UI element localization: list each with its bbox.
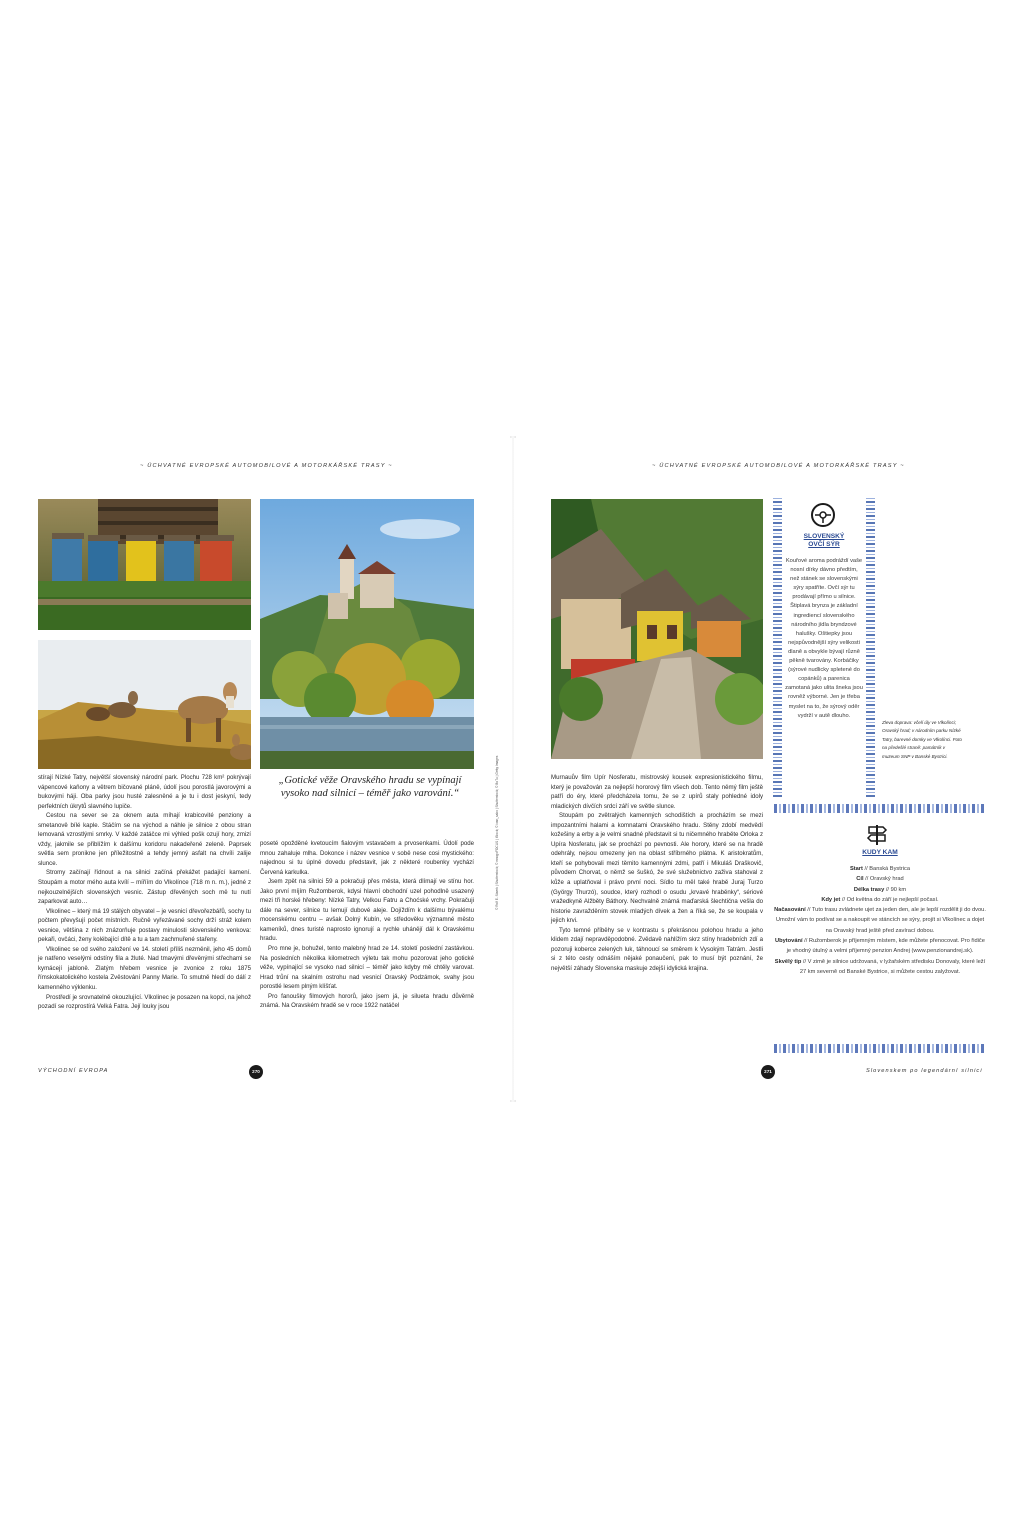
photo-chamois [38,640,251,769]
folk-ornament-border-left [773,497,782,797]
signpost-icon [866,823,888,845]
route-info-box [774,823,986,977]
route-line-label: Cíl [856,876,864,883]
folk-ornament-divider-top [774,804,986,813]
sidebar-title-line1: SLOVENSKÝ [803,533,845,540]
route-line [774,874,986,884]
route-line [774,895,986,905]
route-line-label: Skvělý tip [774,958,802,965]
footer-section-title: VÝCHODNÍ EVROPA [38,1068,109,1074]
route-line-label: Start [849,866,863,872]
route-line [774,885,986,895]
folk-ornament-divider-bottom [774,1044,986,1053]
sidebar-sheep-cheese [773,497,875,797]
text-column-1 [38,773,251,1012]
running-head-left: ~ ÚCHVATNÉ EVROPSKÉ AUTOMOBILOVÉ A MOTORKÁŘSKÉ TRASY ~ [140,463,393,469]
paragraph: Stoupám po zvětralých kamenných schodištích a procházím se mezi impozantními halami a komnatami Oravského hradu. Stěny zdobí medvědí kožešiny a erby a je velmi snadné představit si tu ničemného hraběte Orloka z Upíra Nosferatu, jak se prochází po pevnosti. Ale horory, které se na hradě odehrály, nejsou omezeny jen na oblast stříbrného plátna. K aristokratům, kteří se pohybovali mezi těmito kamennými zdmi, patří i Mikuláš Draškovič, původem Chorvat, o němž se šuškó, že své služebnictvo zaživa stahoval z kůže a uplatňoval i právo první noci. Sídlo tu měl také hrabě Juraj Turzo (György Thurzó), soudce, který rozhodl o osudu „krvavé hraběnky“, sériové vražedkyně Alžběty Báthory. Nechvalně známá maďarská šlechtična vešla do historie zavražděním stovek mladých dívek a žen a říká se, že se koupala v jejich krvi. [551,812,763,925]
sidebar-inner [785,497,863,721]
route-line-label: Délka trasy [853,886,885,893]
route-line [774,864,986,874]
paragraph: poseté opožděné kvetoucím fialovým vstavačem a prvosenkami. Údolí pode mnou zahaluje mlha. Dokonce i název vesnice v sobě nese cosi mystického: najednou si tu úplně dovedu představit, jak z některé roubenky vychází Červená karkulka. [260,840,474,876]
route-line [774,936,986,957]
route-line-label: Načasování [774,907,806,914]
route-line-value: // V zimě je silnice udržovaná, v lyžařském středisku Donovaly, které leží 27 km severně od Banské Bystrice, si můžete cestou zalyžovat. [799,958,986,975]
route-line-value: // Od května do září je nejlepší počasí. [840,896,939,903]
photo-caption: Zleva doprava: včelí úly ve Vlkolínci; Oravský hrad; v národním parku Nízké Tatry, barevné domky ve Vlkolínci. Foto na předešlé straně: památník v muzeum SNP v Banské Bystrici. [882,720,962,759]
photo-vlkolinec-houses [551,499,763,759]
page-number-right: 271 [761,1065,775,1079]
sidebar-text: Kouřové aroma podráždí vaše nosní dírky dávno předtím, než stánek se slovenskými sýry spatříte. Ovčí sýr tu prodávají přímo u silnice. Štiplavá brynza je základní ingrediencí slovenského národního jídla bryndzové halušky. Oštiepky jsou nejspůvodnější sýry velikosti dlaně a obvykle bývají různě pěkně tvarovány. Korbáčiky (sýrové nudlicky spletené do copánků) a parenica zamotaná jako ulita šneka jsou rovněž výborné. Jen je třeba myslet na to, že sýrový oděr vydrží v autě dlouho. [785,558,863,719]
paragraph: Pro mne je, bohužel, tento malebný hrad ze 14. století poslední zastávkou. Na posledních několika kilometrech výletu tak mohu pozorovat jeho gotické věže, vypínající se vysoko nad silnicí – téměř jako kdyby mě chtěly varovat. Hrad trůní na skalním ostrohu nad vesnicí Oravský Podzámok, svahy jsou porostlé lesem plným klíšťat. [260,945,474,991]
route-line-value: // 90 km [884,886,907,893]
photo-orava-castle [260,499,474,769]
photo-beehives [38,499,251,630]
paragraph: Vlkolinec – který má 19 stálých obyvatel – je vesnicí dřevořezbářů, sochy tu počtem převyšují počet místních. Ručně vyřezávané sochy drží stráž kolem vesnice, většina z nich znázorňuje postavy minulosti slovenského venkova: pekaři, ovčáci, ženy kolébající dítě a tu a tam zachmuřené stařeny. [38,907,251,944]
page-number-left: 270 [249,1065,263,1079]
footer-article-title: Slovenskem po legendární silnici [866,1068,983,1074]
route-line-label: Ubytování [775,938,803,945]
route-line [774,905,986,936]
paragraph: Pro fanoušky filmových hororů, jako jsem já, je silueta hradu důvěrně známá. Na Oravském hradě se v roce 1922 natáčel [260,992,474,1010]
text-column-3 [551,773,763,973]
sidebar-title-line2: OVČÍ SÝR [808,541,840,548]
text-column-2 [260,839,474,1011]
route-details [774,864,986,977]
paragraph: Stromy začínají řídnout a na silnici začíná překážet padající kamení. Stoupám a motor mého auta kvílí – míříím do Vlkolínce (718 m n. m.), jedné z nejkouzelnějších slovenských vesnic. Zástup dřevěných soch mě tu nutí zaparkovat auto… [38,869,251,906]
paragraph: Murnauův film Upír Nosferatu, mistrovský kousek expresionistického filmu, který je považován za nejlepší hororový film všech dob. Tento němý film ještě patří do éry, které předcházela tomu, že se z upírů staly pohledné idoly mladických dívčích srdcí září ve světle slunce. [551,774,763,810]
paragraph: Vlkolinec se od svého založení ve 14. století příliš nezměnil, jeho 45 domů je natřeno veselými odstíny fila a žluté. Nad tmavými dřevěnými střechami se kymácejí jabloně. Zlatým hřebem vesnice je zvonice z roku 1875 římskokatolického kostela Zvěstování Panny Marie. To smutně hledí do dálí z kamenného výklenku. [38,945,251,992]
route-line-value: // Ružomberok je příjemným místem, kde můžete přenocovat. Pro řidiče je vhodný útulný a velmi příjemný penzion Andrej (www.penzionandrej.sk). [786,938,985,955]
sidebar-title [785,533,863,549]
running-head-right: ~ ÚCHVATNÉ EVROPSKÉ AUTOMOBILOVÉ A MOTORKÁŘSKÉ TRASY ~ [652,463,905,469]
photo-credits: © Rolf E. Staerk | Shutterstock; © mnogoFOCUS | iStock; © ivan_sabo | Shutterstock; © BoTu | Getty Images [495,755,499,910]
route-line-label: Kdy jet [821,896,841,903]
paragraph: Cestou na sever se za oknem auta míhají krabicovité penziony a smetanově bílé kaple. Stáčím se na východ a náhle je silnice z obou stran lemovaná vzrostlými smrky. V každé zatáčce mi výhled pošk ozují hory, zmizí vždy, jakmile se přiblížím k dalšímu koridoru nakadeřené zeleně. Paprsek světla sem pronikne jen příležitostně a tehdy jemný asfalt na chvíli zalije slunce. [38,812,251,867]
route-line-value: // Banská Bystrica [862,866,911,872]
route-title: KUDY KAM [862,849,898,856]
paragraph: Tyto temné příběhy se v kontrastu s překrásnou polohou hradu a jeho klidem zdají nepravděpodobné. Zvědavě nahlížím skrz stíny hradebních zdí a pozoruji koberce zelených luk, táhnoucí se směrem k Vysokým Tatrám. Jestli si z této cesty odnáším nějaké ponaučení, pak to musí být poznání, že největší záhady Slovenska maskuje zdejší idylická krajina. [551,926,763,972]
route-line-value: // Tuto trasu zvládnete ujet za jeden den, ale je lepší rozdělit ji do dvou. Umožní vám to podívat se a nakoupit ve stáncích se sýry, projít si Vlkolínec a dojet na Oravský hrad ještě před zavírací dobou. [775,907,986,934]
paragraph: Prostředí je srovnatelně okouzlující. Vlkolinec je posazen na kopci, na jehož pozadí se rozprostírá Velká Fatra. Její louky jsou [38,993,251,1011]
paragraph: Jsem zpět na silnici 59 a pokračuji přes města, která dlímají ve stínu hor. Jako první míjím Ružomberok, kdysi hlavní obchodní uzel pohodlně usazený mezi tři horské hřebeny: Nízké Tatry, Velkou Fatru a Choćské vrchy. Pokračuji dále na sever, silnice tu lemují dubové aleje. Dojíždím k dalšímu bývalému mocenskému centru – avšak Dolný Kubín, ve středověku významné město kameníků, dnes turisté naprosto ignorují a rychle uhánějí dál k Oravskému hradu. [260,878,474,943]
folk-ornament-border-right [866,497,875,797]
route-line [774,957,986,978]
route-line-value: // Oravský hrad [863,876,904,883]
pull-quote: „Gotické věže Oravského hradu se vypínají vysoko nad silnicí – téměř jako varování.“ [278,775,462,799]
paragraph: stírají Nízké Tatry, největší slovenský národní park. Plochu 728 km² pokrývají vápencové kaňony a větrem bičované pláně, údolí jsou porostlá javorovými a bukovými háji. Oba parky jsou husté zalesněné a je tu i dost jeskyní, tedy perfektních úkrytů slavného lupiče. [38,774,251,810]
